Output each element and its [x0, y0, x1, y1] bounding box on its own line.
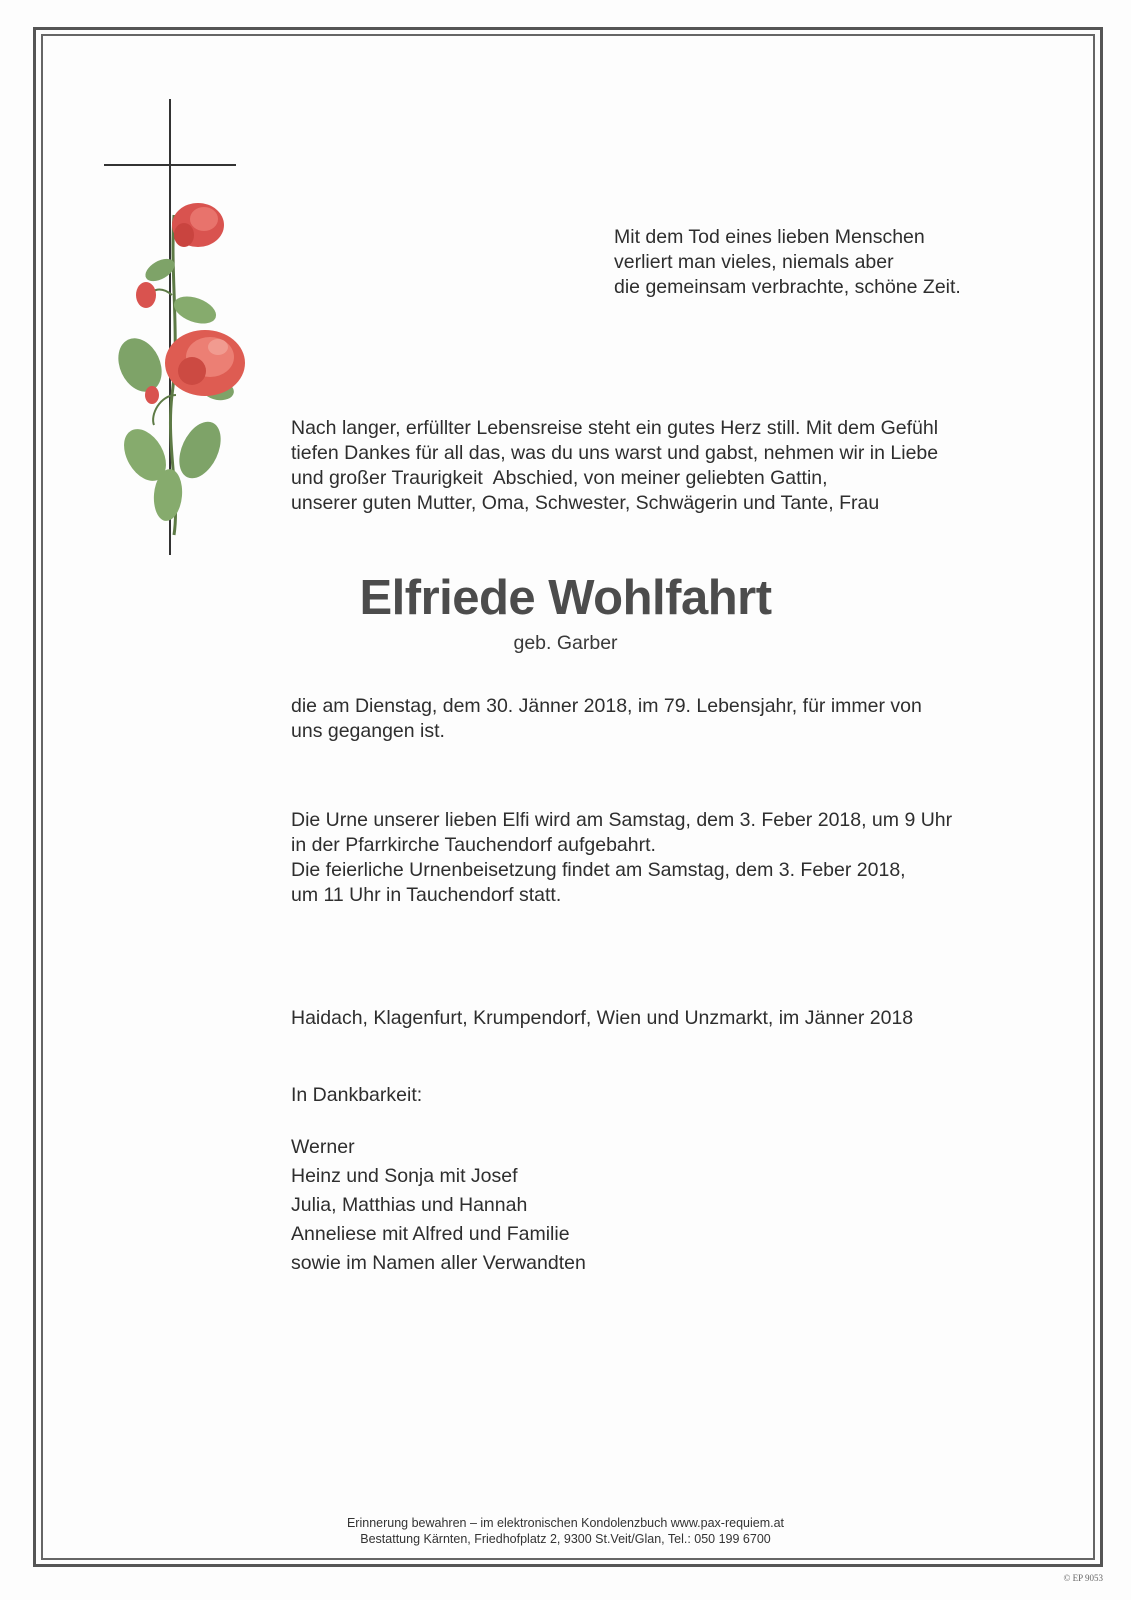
footer [0, 1515, 1131, 1547]
place-date: Haidach, Klagenfurt, Krumpendorf, Wien und Unzmarkt, im Jänner 2018 [291, 1007, 914, 1029]
mourner: Anneliese mit Alfred und Familie [291, 1223, 570, 1245]
motto: Mit dem Tod eines lieben Menschen verliert man vieles, niemals aber die gemeinsam verbrachte, schöne Zeit. [614, 226, 961, 298]
mourner: Julia, Matthias und Hannah [291, 1194, 528, 1216]
cross-rose-decoration [100, 95, 260, 555]
footer-address: Bestattung Kärnten, Friedhofplatz 2, 9300 St.Veit/Glan, Tel.: 050 199 6700 [360, 1532, 771, 1546]
rose-icon [110, 203, 245, 535]
ceremony-info: Die Urne unserer lieben Elfi wird am Samstag, dem 3. Feber 2018, um 9 Uhr in der Pfarrkirche Tauchendorf aufgebahrt. Die feierliche Urnenbeisetzung findet am Samstag, dem 3. Feber 2018, um 11 Uhr in Tauchendorf statt. [291, 809, 953, 906]
mourner: Werner [291, 1136, 355, 1158]
deceased-name: Elfriede Wohlfahrt [359, 571, 772, 625]
intro-paragraph: Nach langer, erfüllter Lebensreise steht ein gutes Herz still. Mit dem Gefühl tiefen Dankes für all das, was du uns warst und gabst, nehmen wir in Liebe und großer Traurigkeit Abschied, von meiner geliebten Gattin, unserer guten Mutter, Oma, Schwester, Schwägerin und Tante, Frau [291, 417, 939, 514]
mourner: sowie im Namen aller Verwandten [291, 1252, 586, 1274]
mourner: Heinz und Sonja mit Josef [291, 1165, 518, 1187]
birth-name: geb. Garber [513, 632, 618, 654]
print-code: © EP 9053 [1063, 1573, 1103, 1583]
death-notice: die am Dienstag, dem 30. Jänner 2018, im 79. Lebensjahr, für immer von uns gegangen ist. [291, 695, 922, 742]
mourners-list [291, 1133, 586, 1278]
gratitude-heading: In Dankbarkeit: [291, 1084, 423, 1106]
footer-condolence: Erinnerung bewahren – im elektronischen Kondolenzbuch www.pax-requiem.at [346, 1516, 785, 1530]
